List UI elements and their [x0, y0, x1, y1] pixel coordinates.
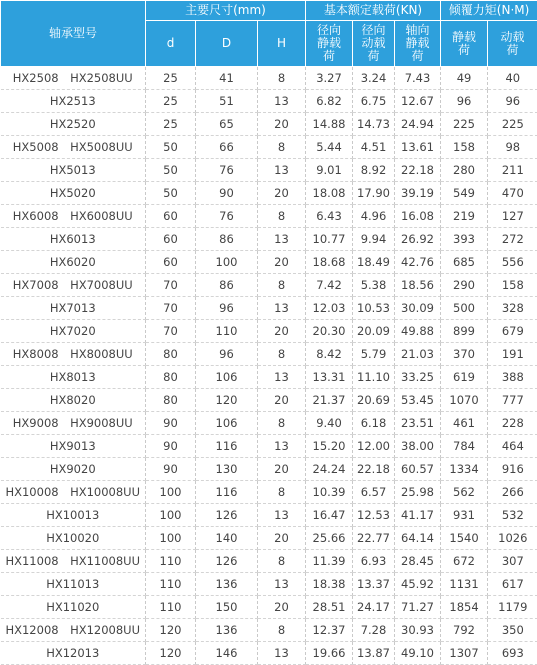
cell-model: HX2520	[1, 113, 146, 136]
cell-H: 8	[258, 274, 306, 297]
table-row	[1, 504, 537, 527]
cell-d: 90	[146, 412, 196, 435]
cell-H: 13	[258, 297, 306, 320]
cell-d: 60	[146, 228, 196, 251]
cell-d: 120	[146, 642, 196, 665]
cell-axial-static: 45.92	[395, 573, 441, 596]
cell-moment-static: 1131	[441, 573, 488, 596]
cell-radial-dynamic: 22.18	[353, 458, 395, 481]
cell-moment-static: 461	[441, 412, 488, 435]
cell-d: 25	[146, 90, 196, 113]
cell-radial-dynamic: 13.87	[353, 642, 395, 665]
cell-D: 66	[196, 136, 258, 159]
cell-model: HX10020	[1, 527, 146, 550]
cell-axial-static: 39.19	[395, 182, 441, 205]
cell-H: 8	[258, 343, 306, 366]
cell-radial-static: 25.66	[306, 527, 353, 550]
cell-moment-dynamic: 617	[488, 573, 537, 596]
cell-axial-static: 30.93	[395, 619, 441, 642]
cell-model: HX6020	[1, 251, 146, 274]
cell-radial-static: 7.42	[306, 274, 353, 297]
table-row	[1, 458, 537, 481]
table-row	[1, 90, 537, 113]
cell-radial-static: 10.39	[306, 481, 353, 504]
table-row	[1, 435, 537, 458]
cell-d: 50	[146, 159, 196, 182]
cell-d: 50	[146, 182, 196, 205]
cell-axial-static: 26.92	[395, 228, 441, 251]
col-axial-static-header: 轴向 静载 荷	[395, 21, 441, 67]
cell-radial-dynamic: 20.09	[353, 320, 395, 343]
cell-model: HX11008 HX11008UU	[1, 550, 146, 573]
cell-moment-static: 685	[441, 251, 488, 274]
col-moment-static-header: 静载 荷	[441, 21, 488, 67]
cell-axial-static: 38.00	[395, 435, 441, 458]
cell-d: 100	[146, 527, 196, 550]
cell-D: 86	[196, 228, 258, 251]
cell-radial-static: 28.51	[306, 596, 353, 619]
cell-axial-static: 22.18	[395, 159, 441, 182]
cell-radial-static: 18.08	[306, 182, 353, 205]
cell-moment-static: 500	[441, 297, 488, 320]
cell-radial-static: 18.68	[306, 251, 353, 274]
cell-axial-static: 42.76	[395, 251, 441, 274]
cell-d: 80	[146, 343, 196, 366]
cell-D: 106	[196, 412, 258, 435]
cell-axial-static: 24.94	[395, 113, 441, 136]
cell-H: 13	[258, 642, 306, 665]
cell-D: 76	[196, 159, 258, 182]
col-H-header: H	[258, 21, 306, 67]
cell-axial-static: 33.25	[395, 366, 441, 389]
cell-moment-dynamic: 158	[488, 274, 537, 297]
cell-D: 140	[196, 527, 258, 550]
cell-axial-static: 18.56	[395, 274, 441, 297]
cell-D: 100	[196, 251, 258, 274]
cell-radial-dynamic: 20.69	[353, 389, 395, 412]
cell-moment-static: 280	[441, 159, 488, 182]
cell-model: HX9020	[1, 458, 146, 481]
table-row	[1, 412, 537, 435]
cell-radial-static: 8.42	[306, 343, 353, 366]
table-row	[1, 527, 537, 550]
table-row	[1, 251, 537, 274]
cell-axial-static: 53.45	[395, 389, 441, 412]
cell-moment-static: 1307	[441, 642, 488, 665]
table-row	[1, 619, 537, 642]
cell-d: 70	[146, 274, 196, 297]
cell-moment-dynamic: 211	[488, 159, 537, 182]
col-d-header: d	[146, 21, 196, 67]
cell-H: 8	[258, 136, 306, 159]
cell-moment-static: 562	[441, 481, 488, 504]
cell-radial-dynamic: 4.96	[353, 205, 395, 228]
cell-radial-dynamic: 18.49	[353, 251, 395, 274]
cell-model: HX9013	[1, 435, 146, 458]
cell-radial-static: 3.27	[306, 67, 353, 90]
cell-radial-static: 19.66	[306, 642, 353, 665]
table-row	[1, 228, 537, 251]
cell-d: 70	[146, 320, 196, 343]
cell-d: 60	[146, 205, 196, 228]
cell-D: 120	[196, 389, 258, 412]
cell-model: HX8013	[1, 366, 146, 389]
cell-moment-dynamic: 777	[488, 389, 537, 412]
cell-axial-static: 25.98	[395, 481, 441, 504]
cell-D: 136	[196, 619, 258, 642]
cell-radial-dynamic: 13.37	[353, 573, 395, 596]
cell-radial-dynamic: 5.79	[353, 343, 395, 366]
cell-d: 110	[146, 573, 196, 596]
cell-radial-static: 24.24	[306, 458, 353, 481]
table-row	[1, 481, 537, 504]
cell-moment-static: 1540	[441, 527, 488, 550]
cell-D: 96	[196, 297, 258, 320]
cell-H: 13	[258, 159, 306, 182]
table-row	[1, 297, 537, 320]
cell-d: 90	[146, 458, 196, 481]
cell-d: 60	[146, 251, 196, 274]
cell-moment-static: 899	[441, 320, 488, 343]
cell-moment-static: 619	[441, 366, 488, 389]
cell-moment-dynamic: 272	[488, 228, 537, 251]
cell-H: 8	[258, 412, 306, 435]
table-row	[1, 573, 537, 596]
cell-axial-static: 30.09	[395, 297, 441, 320]
table-row	[1, 366, 537, 389]
table-row	[1, 343, 537, 366]
cell-model: HX5013	[1, 159, 146, 182]
cell-radial-static: 5.44	[306, 136, 353, 159]
cell-D: 90	[196, 182, 258, 205]
cell-moment-static: 1334	[441, 458, 488, 481]
cell-moment-dynamic: 127	[488, 205, 537, 228]
col-radial-static-header: 径向 静载 荷	[306, 21, 353, 67]
cell-radial-dynamic: 9.94	[353, 228, 395, 251]
cell-moment-dynamic: 1026	[488, 527, 537, 550]
cell-radial-dynamic: 11.10	[353, 366, 395, 389]
cell-H: 8	[258, 205, 306, 228]
cell-d: 80	[146, 389, 196, 412]
cell-axial-static: 64.14	[395, 527, 441, 550]
cell-moment-static: 393	[441, 228, 488, 251]
cell-radial-dynamic: 4.51	[353, 136, 395, 159]
cell-d: 110	[146, 596, 196, 619]
cell-moment-dynamic: 532	[488, 504, 537, 527]
cell-model: HX10008 HX10008UU	[1, 481, 146, 504]
cell-model: HX2513	[1, 90, 146, 113]
cell-radial-static: 11.39	[306, 550, 353, 573]
cell-D: 126	[196, 550, 258, 573]
cell-moment-static: 96	[441, 90, 488, 113]
cell-moment-static: 931	[441, 504, 488, 527]
cell-d: 25	[146, 67, 196, 90]
cell-radial-dynamic: 10.53	[353, 297, 395, 320]
cell-model: HX8020	[1, 389, 146, 412]
cell-H: 8	[258, 67, 306, 90]
cell-axial-static: 41.17	[395, 504, 441, 527]
col-dims-group-header: 主要尺寸(mm)	[146, 1, 306, 21]
cell-model: HX2508 HX2508UU	[1, 67, 146, 90]
cell-radial-dynamic: 8.92	[353, 159, 395, 182]
cell-moment-dynamic: 556	[488, 251, 537, 274]
table-row	[1, 67, 537, 90]
cell-axial-static: 23.51	[395, 412, 441, 435]
cell-moment-dynamic: 693	[488, 642, 537, 665]
table-row	[1, 205, 537, 228]
cell-moment-static: 290	[441, 274, 488, 297]
cell-H: 20	[258, 182, 306, 205]
table-row	[1, 389, 537, 412]
cell-moment-static: 370	[441, 343, 488, 366]
cell-radial-static: 20.30	[306, 320, 353, 343]
cell-moment-static: 225	[441, 113, 488, 136]
cell-model: HX5020	[1, 182, 146, 205]
cell-radial-dynamic: 6.75	[353, 90, 395, 113]
cell-D: 110	[196, 320, 258, 343]
cell-radial-static: 9.40	[306, 412, 353, 435]
cell-radial-static: 6.43	[306, 205, 353, 228]
cell-model: HX10013	[1, 504, 146, 527]
cell-axial-static: 12.67	[395, 90, 441, 113]
cell-d: 100	[146, 504, 196, 527]
cell-model: HX9008 HX9008UU	[1, 412, 146, 435]
cell-H: 8	[258, 481, 306, 504]
table-body	[1, 67, 537, 665]
table-row	[1, 596, 537, 619]
cell-axial-static: 49.10	[395, 642, 441, 665]
cell-H: 8	[258, 619, 306, 642]
cell-moment-dynamic: 470	[488, 182, 537, 205]
cell-D: 106	[196, 366, 258, 389]
cell-radial-static: 10.77	[306, 228, 353, 251]
cell-D: 65	[196, 113, 258, 136]
cell-D: 76	[196, 205, 258, 228]
table-row	[1, 550, 537, 573]
cell-D: 96	[196, 343, 258, 366]
cell-moment-dynamic: 191	[488, 343, 537, 366]
cell-H: 13	[258, 366, 306, 389]
cell-moment-static: 49	[441, 67, 488, 90]
cell-radial-static: 14.88	[306, 113, 353, 136]
cell-moment-dynamic: 228	[488, 412, 537, 435]
cell-radial-dynamic: 7.28	[353, 619, 395, 642]
cell-radial-static: 12.03	[306, 297, 353, 320]
cell-radial-dynamic: 12.53	[353, 504, 395, 527]
cell-moment-dynamic: 328	[488, 297, 537, 320]
cell-D: 150	[196, 596, 258, 619]
cell-axial-static: 60.57	[395, 458, 441, 481]
cell-radial-dynamic: 6.18	[353, 412, 395, 435]
cell-D: 86	[196, 274, 258, 297]
col-model-header: 轴承型号	[1, 1, 146, 67]
cell-moment-dynamic: 96	[488, 90, 537, 113]
cell-axial-static: 21.03	[395, 343, 441, 366]
cell-radial-dynamic: 24.17	[353, 596, 395, 619]
cell-model: HX8008 HX8008UU	[1, 343, 146, 366]
cell-d: 100	[146, 481, 196, 504]
cell-axial-static: 7.43	[395, 67, 441, 90]
cell-H: 8	[258, 550, 306, 573]
cell-model: HX7020	[1, 320, 146, 343]
cell-radial-dynamic: 6.57	[353, 481, 395, 504]
table-row	[1, 642, 537, 665]
cell-D: 116	[196, 481, 258, 504]
table-row	[1, 274, 537, 297]
table-row	[1, 159, 537, 182]
cell-radial-static: 18.38	[306, 573, 353, 596]
cell-H: 20	[258, 596, 306, 619]
col-radial-dynamic-header: 径向 动载 荷	[353, 21, 395, 67]
cell-moment-static: 1854	[441, 596, 488, 619]
cell-D: 41	[196, 67, 258, 90]
cell-radial-static: 6.82	[306, 90, 353, 113]
cell-radial-static: 21.37	[306, 389, 353, 412]
cell-axial-static: 13.61	[395, 136, 441, 159]
cell-d: 25	[146, 113, 196, 136]
table-row	[1, 320, 537, 343]
cell-radial-dynamic: 22.77	[353, 527, 395, 550]
cell-radial-dynamic: 14.73	[353, 113, 395, 136]
table-row	[1, 136, 537, 159]
cell-moment-dynamic: 679	[488, 320, 537, 343]
cell-axial-static: 28.45	[395, 550, 441, 573]
cell-moment-dynamic: 266	[488, 481, 537, 504]
cell-axial-static: 49.88	[395, 320, 441, 343]
col-moment-dynamic-header: 动载 荷	[488, 21, 537, 67]
cell-model: HX5008 HX5008UU	[1, 136, 146, 159]
col-moment-group-header: 倾覆力矩(N·M)	[441, 1, 537, 21]
table-header	[1, 1, 537, 67]
cell-radial-static: 13.31	[306, 366, 353, 389]
cell-moment-dynamic: 225	[488, 113, 537, 136]
cell-moment-static: 792	[441, 619, 488, 642]
cell-model: HX12008 HX12008UU	[1, 619, 146, 642]
cell-moment-static: 1070	[441, 389, 488, 412]
col-D-header: D	[196, 21, 258, 67]
cell-d: 50	[146, 136, 196, 159]
cell-d: 80	[146, 366, 196, 389]
table-row	[1, 113, 537, 136]
cell-H: 13	[258, 504, 306, 527]
cell-moment-dynamic: 388	[488, 366, 537, 389]
cell-H: 20	[258, 458, 306, 481]
cell-H: 20	[258, 527, 306, 550]
cell-model: HX6013	[1, 228, 146, 251]
cell-radial-dynamic: 12.00	[353, 435, 395, 458]
cell-model: HX12013	[1, 642, 146, 665]
cell-H: 13	[258, 573, 306, 596]
cell-H: 20	[258, 389, 306, 412]
cell-radial-static: 12.37	[306, 619, 353, 642]
table-row	[1, 182, 537, 205]
cell-D: 130	[196, 458, 258, 481]
cell-moment-static: 672	[441, 550, 488, 573]
cell-axial-static: 71.27	[395, 596, 441, 619]
cell-radial-dynamic: 5.38	[353, 274, 395, 297]
cell-model: HX7013	[1, 297, 146, 320]
cell-radial-static: 9.01	[306, 159, 353, 182]
cell-H: 20	[258, 251, 306, 274]
cell-H: 20	[258, 113, 306, 136]
cell-moment-dynamic: 98	[488, 136, 537, 159]
cell-radial-static: 16.47	[306, 504, 353, 527]
cell-H: 13	[258, 435, 306, 458]
cell-d: 90	[146, 435, 196, 458]
cell-model: HX11013	[1, 573, 146, 596]
cell-model: HX7008 HX7008UU	[1, 274, 146, 297]
cell-moment-static: 158	[441, 136, 488, 159]
cell-moment-dynamic: 916	[488, 458, 537, 481]
cell-axial-static: 16.08	[395, 205, 441, 228]
cell-d: 70	[146, 297, 196, 320]
cell-D: 51	[196, 90, 258, 113]
cell-moment-static: 784	[441, 435, 488, 458]
cell-D: 116	[196, 435, 258, 458]
cell-radial-dynamic: 3.24	[353, 67, 395, 90]
cell-model: HX11020	[1, 596, 146, 619]
cell-moment-static: 549	[441, 182, 488, 205]
cell-D: 136	[196, 573, 258, 596]
cell-moment-dynamic: 464	[488, 435, 537, 458]
cell-model: HX6008 HX6008UU	[1, 205, 146, 228]
cell-moment-dynamic: 307	[488, 550, 537, 573]
cell-D: 126	[196, 504, 258, 527]
cell-d: 120	[146, 619, 196, 642]
cell-radial-dynamic: 17.90	[353, 182, 395, 205]
cell-d: 110	[146, 550, 196, 573]
cell-moment-dynamic: 350	[488, 619, 537, 642]
col-load-group-header: 基本额定载荷(KN)	[306, 1, 441, 21]
cell-moment-dynamic: 40	[488, 67, 537, 90]
cell-radial-static: 15.20	[306, 435, 353, 458]
cell-moment-dynamic: 1179	[488, 596, 537, 619]
cell-H: 13	[258, 228, 306, 251]
cell-D: 146	[196, 642, 258, 665]
cell-H: 20	[258, 320, 306, 343]
cell-H: 13	[258, 90, 306, 113]
cell-radial-dynamic: 6.93	[353, 550, 395, 573]
cell-moment-static: 219	[441, 205, 488, 228]
